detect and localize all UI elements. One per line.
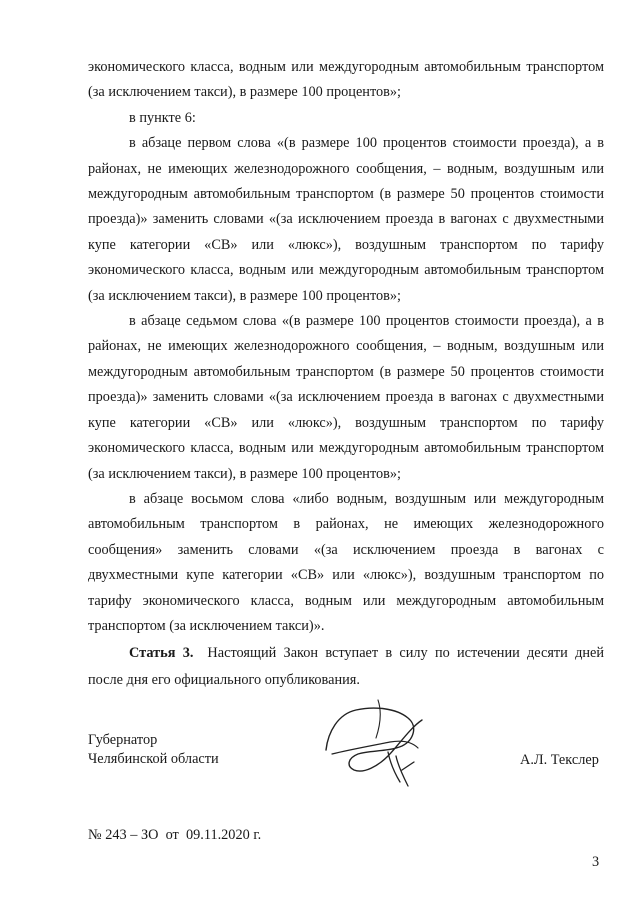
paragraph-item-6: в пункте 6: bbox=[129, 109, 196, 126]
paragraph-seventh-abzac: в абзаце седьмом слова «(в размере 100 процентов стоимости проезда), а в районах, не имеющих железнодорожного сообщения, – водным, воздушным или междугородным автомобильным транспортом (в размере 50 процентов стоимости проезда)» заменить словами «(за исключением проезда в вагонах с двухместными купе категории «СВ» или «люкс»), воздушным транспортом по тарифу экономического класса, водным или междугородным автомобильным транспортом (за исключением такси), в размере 100 процентов»; bbox=[88, 313, 604, 482]
signatory-title-line1: Губернатор bbox=[88, 732, 158, 748]
article-3 bbox=[88, 640, 604, 694]
signatory-title bbox=[88, 731, 219, 769]
paragraph-first-abzac: в абзаце первом слова «(в размере 100 процентов стоимости проезда), а в районах, не имеющих железнодорожного сообщения, – водным, воздушным или междугородным автомобильным транспортом (в размере 50 процентов стоимости проезда)» заменить словами «(за исключением проезда в вагонах с двухместными купе категории «СВ» или «люкс»), воздушным транспортом по тарифу экономического класса, водным или междугородным автомобильным транспортом (за исключением такси), в размере 100 процентов»; bbox=[88, 135, 604, 304]
amendment-text bbox=[88, 55, 604, 639]
paragraph-continuation: экономического класса, водным или междугородным автомобильным транспортом (за исключением такси), в размере 100 процентов»; bbox=[88, 59, 604, 101]
article-label: Статья 3. bbox=[129, 645, 194, 661]
signatory-title-line2: Челябинской области bbox=[88, 751, 219, 767]
handwritten-signature bbox=[318, 692, 430, 792]
signatory-name: А.Л. Текслер bbox=[520, 752, 599, 768]
page-number: 3 bbox=[592, 854, 600, 870]
article-text: Настоящий Закон вступает в силу по истечении десяти дней после дня его официального опубликования. bbox=[88, 645, 604, 688]
paragraph-eighth-abzac: в абзаце восьмом слова «либо водным, воздушным или междугородным автомобильным транспортом в районах, не имеющих железнодорожного сообщения» заменить словами «(за исключением проезда в вагонах с двухместными купе категории «СВ» или «люкс»), воздушным транспортом по тарифу экономического класса, водным или междугородным автомобильным транспортом (за исключением такси)». bbox=[88, 490, 604, 634]
document-number: № 243 – ЗО от 09.11.2020 г. bbox=[88, 827, 262, 843]
